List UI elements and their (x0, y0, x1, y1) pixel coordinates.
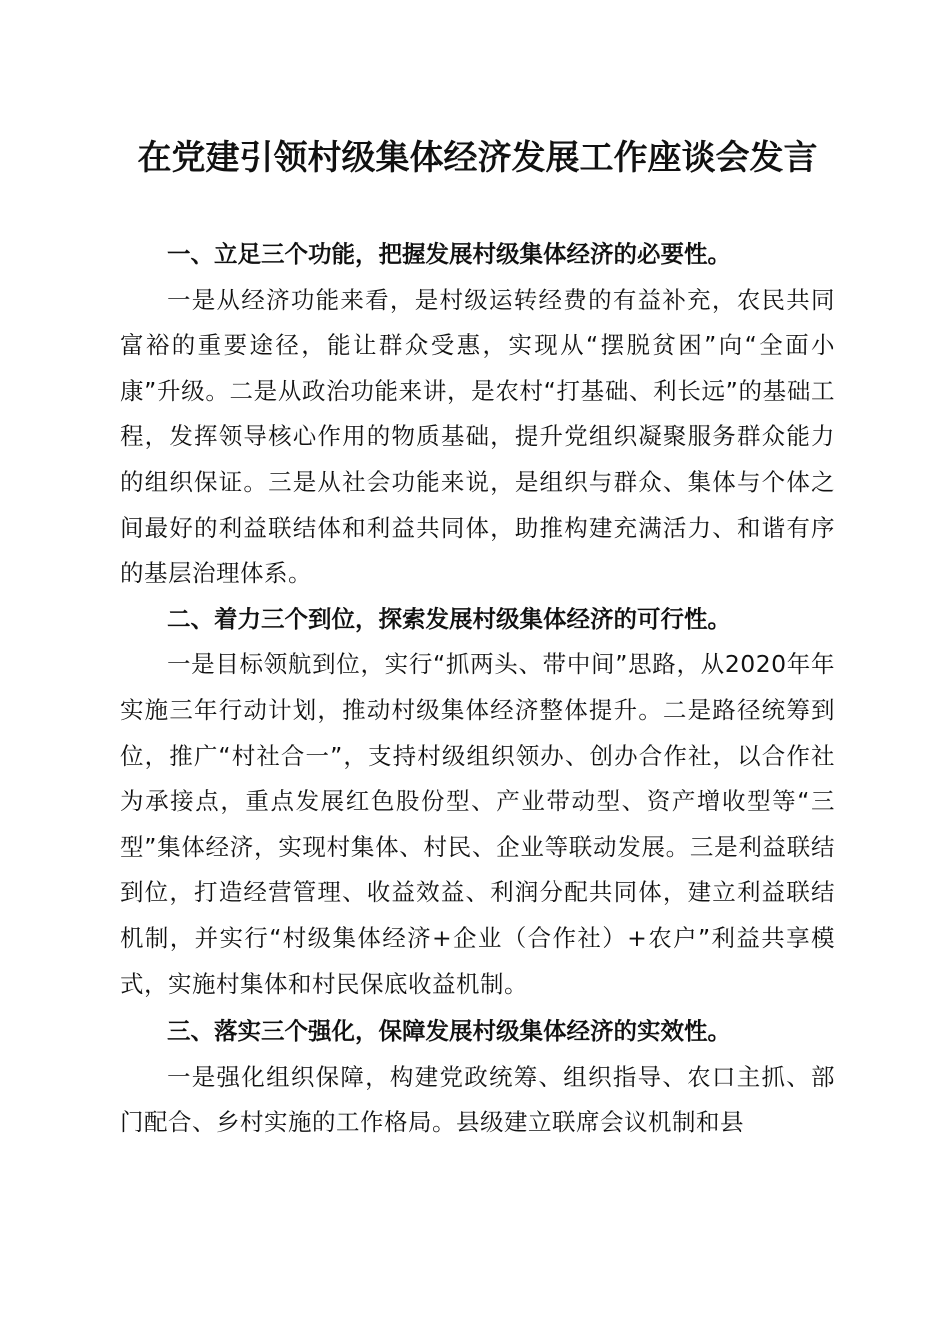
section-2-heading: 二、着力三个到位，探索发展村级集体经济的可行性。 (167, 604, 731, 633)
section-3-heading: 三、落实三个强化，保障发展村级集体经济的实效性。 (167, 1017, 731, 1046)
document-body (120, 232, 835, 1146)
section-1-heading: 一、立足三个功能，把握发展村级集体经济的必要性。 (167, 240, 731, 268)
section-1-paragraph: 一是从经济功能来看，是村级运转经费的有益补充，农民共同富裕的重要途径，能让群众受惠，实现从“摆脱贫困”向“全面小康”升级。二是从政治功能来讲，是农村“打基础、利长远”的基础工程，发挥领导核心作用的物质基础，提升党组织凝聚服务群众能力的组织保证。三是从社会功能来说，是组织与群众、集体与个体之间最好的利益联结体和利益共同体，助推构建充满活力、和谐有序的基层治理体系。 (120, 285, 835, 588)
section-2-paragraph: 一是目标领航到位，实行“抓两头、带中间”思路，从2020年年实施三年行动计划，推动村级集体经济整体提升。二是路径统筹到位，推广“村社合一”，支持村级组织领办、创办合作社，以合作社为承接点，重点发展红色股份型、产业带动型、资产增收型等“三型”集体经济，实现村集体、村民、企业等联动发展。三是利益联结到位，打造经营管理、收益效益、利润分配共同体，建立利益联结机制，并实行“村级集体经济+企业（合作社）+农户”利益共享模式，实施村集体和村民保底收益机制。 (120, 650, 835, 998)
document-title: 在党建引领村级集体经济发展工作座谈会发言 (137, 138, 818, 178)
document-page (120, 128, 835, 1146)
section-3-paragraph: 一是强化组织保障，构建党政统筹、组织指导、农口主抓、部门配合、乡村实施的工作格局。县级建立联席会议机制和县 (120, 1062, 835, 1137)
